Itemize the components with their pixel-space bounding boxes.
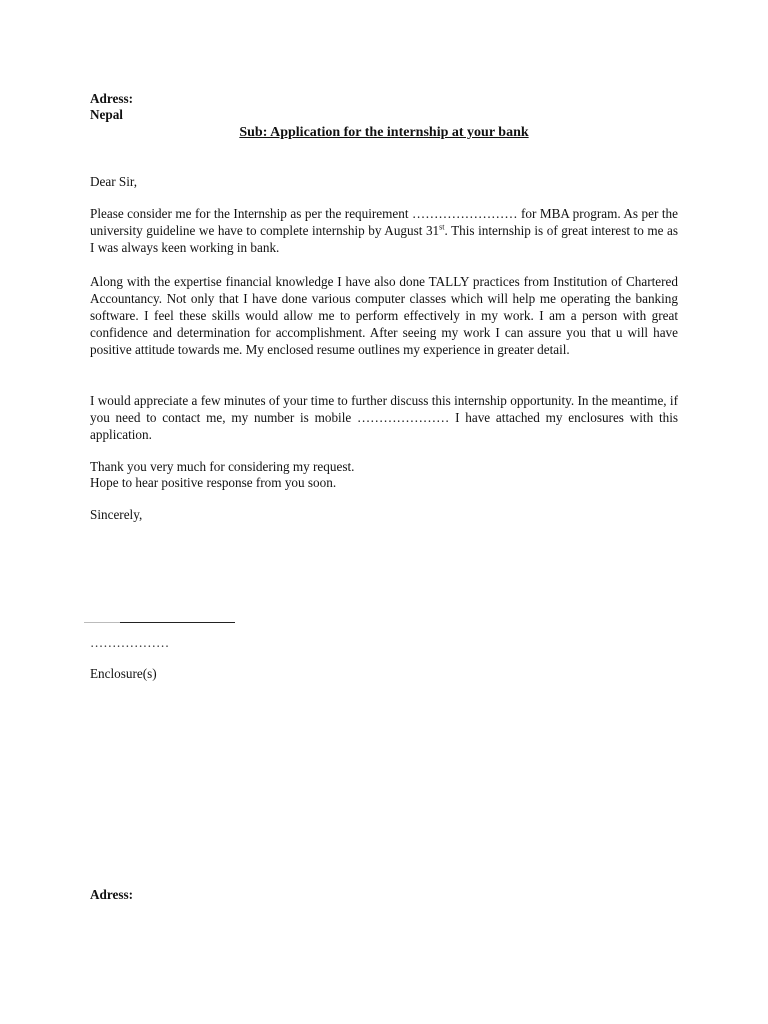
paragraph-3: I would appreciate a few minutes of your time to further discuss this internship opportunity. In the meantime, if you need to contact me, my number is mobile ………………… I have attached my enclosures with this application. [90,393,678,442]
address-value: Nepal [90,107,123,122]
paragraph-1 [90,205,678,256]
paragraph-2: Along with the expertise financial knowledge I have also done TALLY practices from Institution of Chartered Accountancy. Not only that I have done various computer classes which will help me operating the banking software. I feel these skills would allow me to perform effectively in my work. I am a person with great confidence and determination for accomplishment. After seeing my work I can assure you that u will have positive attitude towards me. My enclosed resume outlines my experience in greater detail. [90,274,678,357]
paragraph-1-part-1: Please consider me for the Internship as per the requirement …………………… for MBA program. As per the university guideline we have to complete internship by August 31 [90,206,678,238]
address-label: Adress: [90,91,133,106]
paragraph-1-part-2: . This internship is of great interest to me as I was always keen working in bank. [90,223,678,255]
thanks-line-2: Hope to hear positive response from you soon. [90,475,337,490]
thanks-line-1: Thank you very much for considering my request. [90,459,355,474]
closing: Sincerely, [90,507,143,522]
signature-name-placeholder: ……………… [90,635,170,650]
paragraph-1-superscript: st [439,222,445,232]
footer-address-label: Adress: [90,887,133,902]
salutation: Dear Sir, [90,174,138,189]
enclosure: Enclosure(s) [90,666,157,681]
signature-line-faint [84,622,120,623]
subject-line: Sub: Application for the internship at your bank [239,125,529,140]
